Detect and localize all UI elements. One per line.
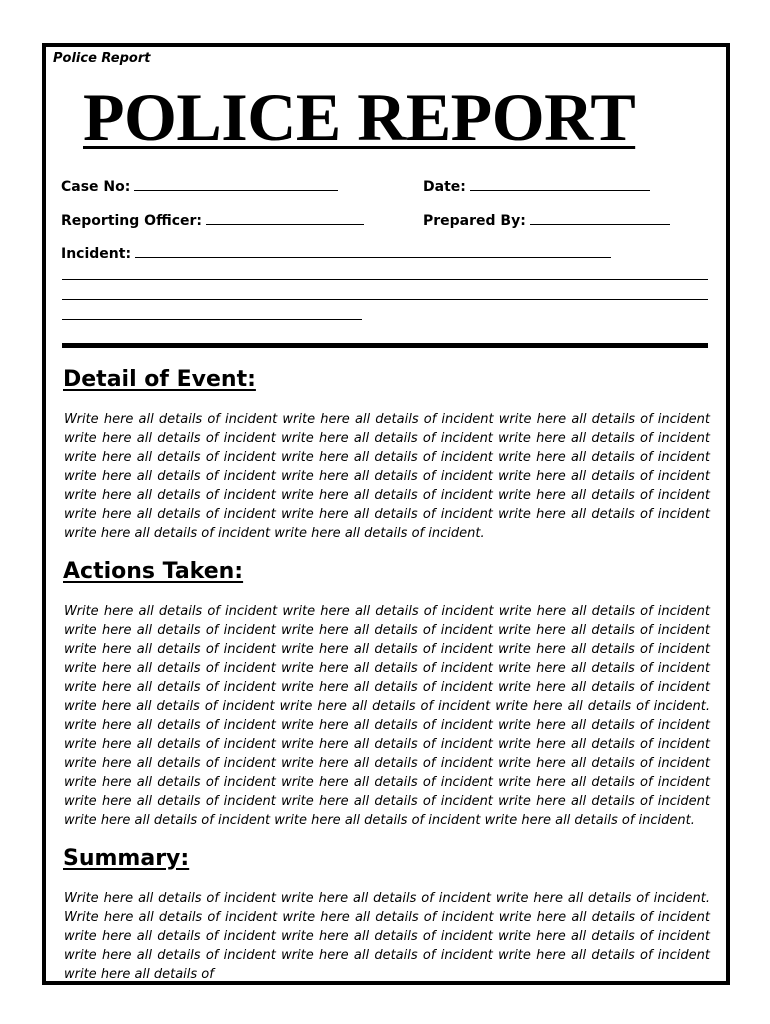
- actions-text: Write here all details of incident write here all details of incident write here all details of incident write here all details of incident write here all details of incident write here all details of incident write here all details of incident write here all details of incident write here all details of incident write here all details of incident write here all details of incident write here all details of incident write here all details of incident write here all details of incident write here all details of incident write here all details of incident write here all details of incident write here all details of incident. write here all details of incident write here all details of incident write here all details of incident write here all details of incident write here all details of incident write here all details of incident write here all details of incident write here all details of incident write here all details of incident write here all details of incident write here all details of incident write here all details of incident write here all details of incident write here all details of incident write here all details of incident write here all details of incident write here all details of incident write here all details of incident.: [64, 604, 710, 828]
- reporting-officer-field: [61, 212, 364, 229]
- incident-line-2[interactable]: [62, 279, 708, 280]
- summary-heading: Summary:: [63, 846, 190, 871]
- detail-text: Write here all details of incident write here all details of incident write here all details of incident write here all details of incident write here all details of incident write here all details of incident write here all details of incident write here all details of incident write here all details of incident write here all details of incident write here all details of incident write here all details of incident write here all details of incident write here all details of incident write here all details of incident write here all details of incident write here all details of incident write here all details of incident write here all details of incident write here all details of incident.: [64, 412, 710, 541]
- date-field: [423, 178, 650, 195]
- prepared-by-label: Prepared By:: [423, 213, 526, 229]
- case-no-label: Case No:: [61, 179, 131, 195]
- prepared-by-line[interactable]: [530, 212, 670, 225]
- prepared-by-field: [423, 212, 670, 229]
- header-label: Police Report: [53, 51, 151, 66]
- detail-heading: Detail of Event:: [63, 367, 256, 392]
- reporting-officer-line[interactable]: [206, 212, 364, 225]
- incident-line-3[interactable]: [62, 299, 708, 300]
- incident-line[interactable]: [135, 245, 611, 258]
- date-line[interactable]: [470, 178, 650, 191]
- reporting-officer-label: Reporting Officer:: [61, 213, 202, 229]
- incident-line-4[interactable]: [62, 319, 362, 320]
- section-divider: [62, 343, 708, 348]
- incident-field: [61, 245, 611, 262]
- case-no-line[interactable]: [134, 178, 338, 191]
- case-no-field: [61, 178, 338, 195]
- report-frame: [42, 43, 730, 985]
- incident-label: Incident:: [61, 246, 132, 262]
- page-title: POLICE REPORT: [83, 79, 636, 155]
- summary-text: Write here all details of incident write here all details of incident write here all details of incident. Write here all details of incident write here all details of incident write here all details of incident write here all details of incident write here all details of incident write here all details of incident write here all details of incident write here all details of incident write here all details of incident write here all details of: [64, 891, 710, 982]
- actions-heading: Actions Taken:: [63, 559, 244, 584]
- date-label: Date:: [423, 179, 466, 195]
